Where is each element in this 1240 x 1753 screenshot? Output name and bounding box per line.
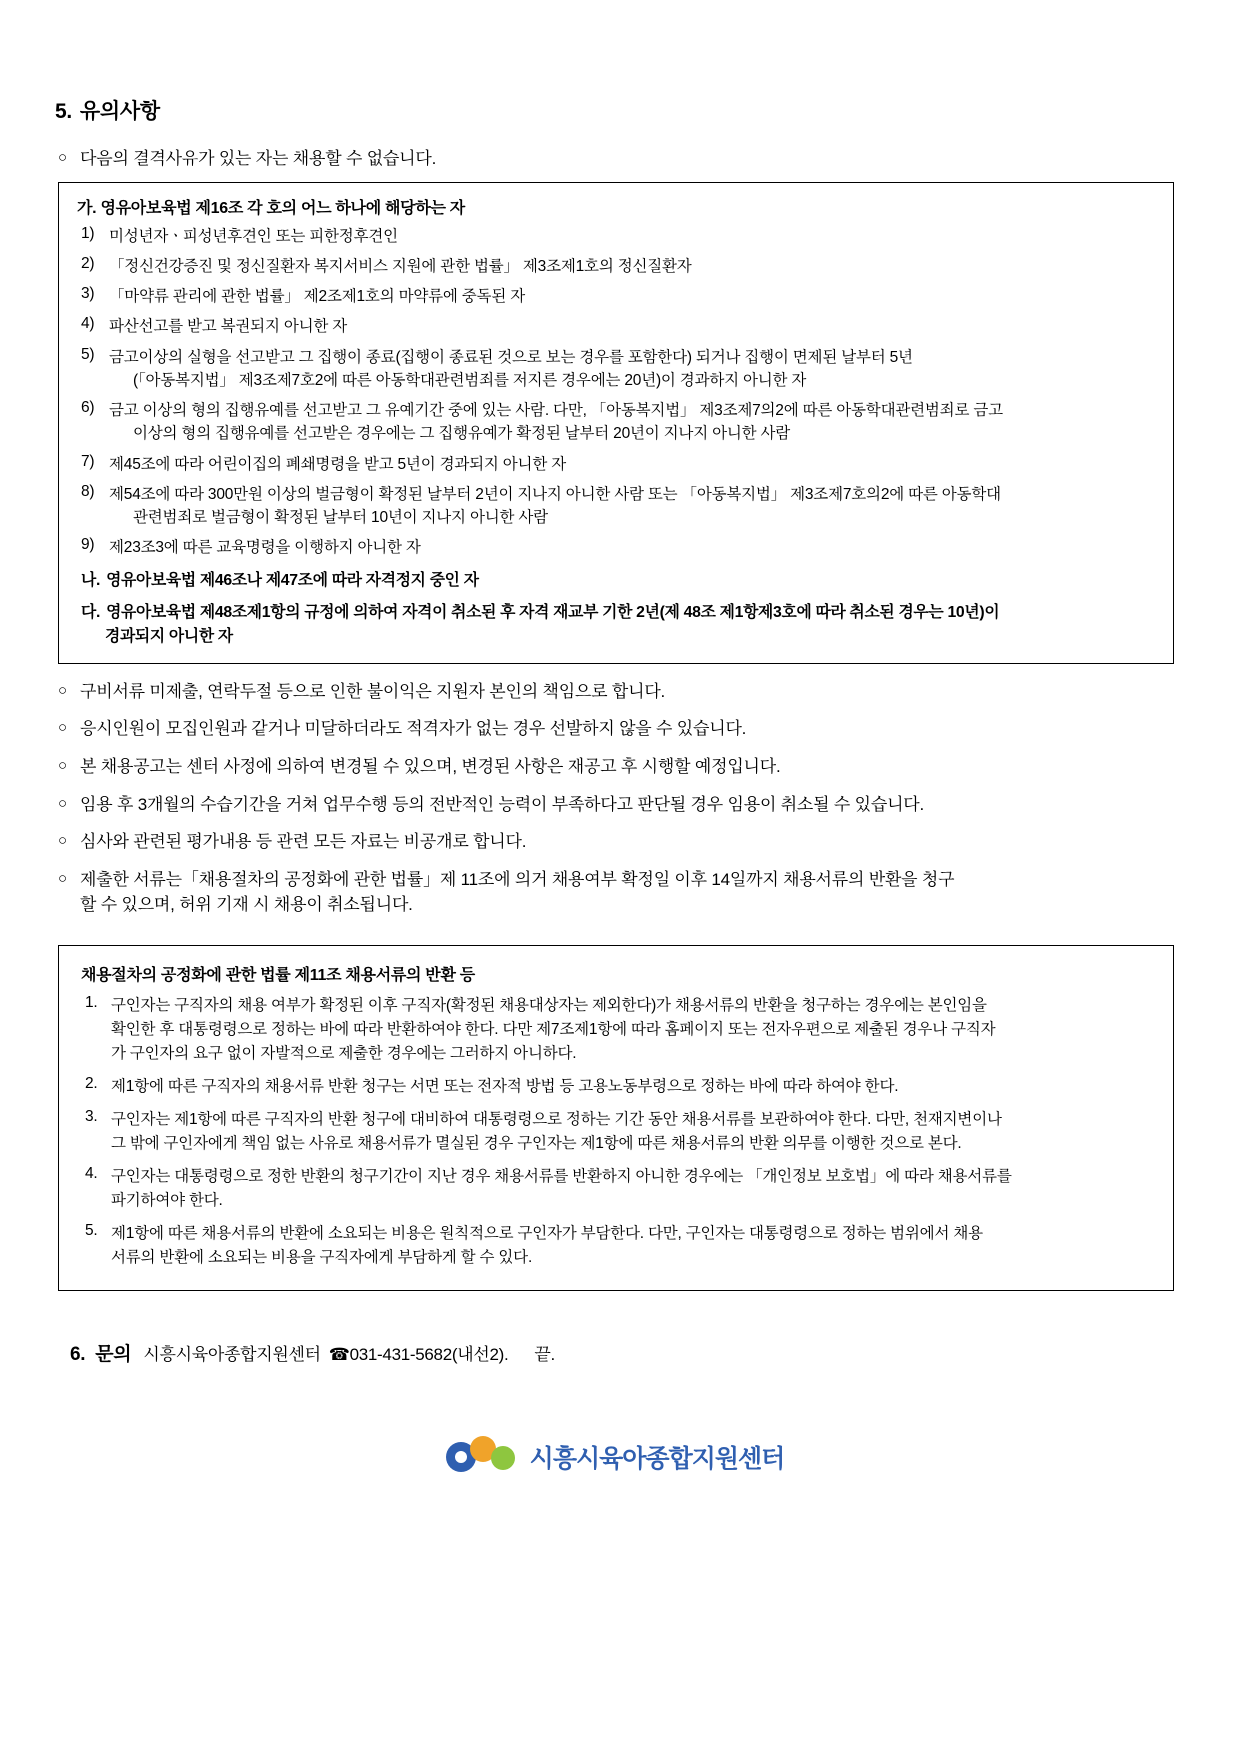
list-item-text — [109, 399, 1003, 446]
phone-icon: ☎ — [328, 1345, 350, 1365]
law-item-text: 제1항에 따른 구직자의 채용서류 반환 청구는 서면 또는 전자적 방법 등 고용노동부령으로 정하는 바에 따라 하여야 한다. — [111, 1078, 899, 1096]
list-item — [73, 453, 1159, 476]
list-item-number: 1) — [81, 224, 95, 242]
document-end-mark: 끝. — [534, 1345, 555, 1365]
law-item-number: 3. — [85, 1108, 98, 1126]
list-item-number: 6) — [81, 399, 95, 417]
circle-bullet-icon: ○ — [58, 149, 67, 166]
circle-bullet-icon: ○ — [58, 794, 67, 812]
disqualification-sub-da — [73, 601, 1159, 648]
circle-bullet-icon: ○ — [58, 719, 67, 737]
sub-na-label: 나. — [81, 571, 101, 589]
list-item-number: 4) — [81, 315, 95, 333]
law-item-number: 4. — [85, 1165, 98, 1183]
note-text-line1: 제출한 서류는「채용절차의 공정화에 관한 법률」제 11조에 의거 채용여부 확정일 이후 14일까지 채용서류의 반환을 청구 — [80, 869, 955, 889]
list-item-number: 7) — [81, 452, 95, 470]
list-item — [73, 346, 1159, 393]
note-text: 응시인원이 모집인원과 같거나 미달하더라도 적격자가 없는 경우 선발하지 않을 수 있습니다. — [80, 719, 747, 739]
law-item-line2: 확인한 후 대통령령으로 정하는 바에 따라 반환하여야 한다. 다만 제7조제1항에 따라 홈페이지 또는 전자우편으로 제출된 경우나 구직자 — [111, 1021, 996, 1039]
law-item-line3: 가 구인자의 요구 없이 자발적으로 제출한 경우에는 그러하지 아니하다. — [111, 1045, 577, 1063]
circle-bullet-icon: ○ — [58, 756, 67, 774]
law-item-number: 5. — [85, 1222, 98, 1240]
list-item-number: 2) — [81, 254, 95, 272]
notes-list — [50, 680, 1180, 917]
disqualification-box — [58, 182, 1174, 664]
note-text: 구비서류 미제출, 연락두절 등으로 인한 불이익은 지원자 본인의 책임으로 합니다. — [80, 681, 666, 701]
section-5-intro — [58, 147, 1180, 172]
section-5-intro-text: 다음의 결격사유가 있는 자는 채용할 수 없습니다. — [80, 149, 437, 168]
note-text — [80, 868, 954, 917]
note-item — [58, 830, 1180, 855]
list-item-text: 「마약류 관리에 관한 법률」 제2조제1호의 마약류에 중독된 자 — [109, 288, 525, 306]
section-5-heading — [55, 95, 1180, 125]
list-item-text — [109, 483, 1001, 530]
circle-bullet-icon: ○ — [58, 681, 67, 699]
law-item-text — [111, 1222, 983, 1270]
circle-bullet-icon: ○ — [58, 869, 67, 887]
disqualification-box-title: 가. 영유아보육법 제16조 각 호의 어느 하나에 해당하는 자 — [77, 199, 465, 217]
law-item — [77, 1108, 1155, 1156]
list-item-text: 미성년자ㆍ피성년후견인 또는 피한정후견인 — [109, 227, 398, 245]
section-6-title: 문의 — [95, 1344, 132, 1366]
law-item — [77, 994, 1155, 1066]
list-item-line2: 관련범죄로 벌금형이 확정된 날부터 10년이 지나지 아니한 사람 — [133, 509, 548, 527]
law-item — [77, 1222, 1155, 1270]
sub-da-label: 다. — [81, 604, 101, 622]
footer-logo — [50, 1432, 1180, 1482]
law-item-line2: 그 밖에 구인자에게 책임 없는 사유로 채용서류가 멸실된 경우 구인자는 제1항에 따른 채용서류의 반환 의무를 이행한 것으로 본다. — [111, 1135, 962, 1153]
list-item-number: 9) — [81, 536, 95, 554]
note-item — [58, 680, 1180, 705]
law-item-text — [111, 1108, 1002, 1156]
law-article-box — [58, 945, 1174, 1291]
law-item-number: 1. — [85, 994, 98, 1012]
law-item-line1: 제1항에 따른 채용서류의 반환에 소요되는 비용은 원칙적으로 구인자가 부담한다. 다만, 구인자는 대통령령으로 정하는 범위에서 채용 — [111, 1225, 983, 1243]
list-item-line1: 제54조에 따라 300만원 이상의 벌금형이 확정된 날부터 2년이 지나지 아니한 사람 또는 「아동복지법」 제3조제7호의2에 따른 아동학대 — [109, 485, 1001, 503]
disqualification-sub-na — [73, 569, 1159, 593]
list-item-line1: 금고 이상의 형의 집행유예를 선고받고 그 유예기간 중에 있는 사람. 다만, 「아동복지법」 제3조제7의2에 따른 아동학대관련범죄로 금고 — [109, 402, 1003, 420]
law-item — [77, 1165, 1155, 1213]
list-item — [73, 483, 1159, 530]
list-item-text: 제23조3에 따른 교육명령을 이행하지 아니한 자 — [109, 539, 421, 557]
sub-da-text: 영유아보육법 제48조제1항의 규정에 의하여 자격이 취소된 후 자격 재교부 기한 2년(제 48조 제1항제3호에 따라 취소된 경우는 10년)이 — [106, 604, 1000, 622]
list-item — [73, 255, 1159, 278]
list-item-number: 3) — [81, 285, 95, 303]
sub-da-text-cont: 경과되지 아니한 자 — [105, 628, 233, 646]
note-text-line2: 할 수 있으며, 허위 기재 시 채용이 취소됩니다. — [80, 894, 413, 914]
section-6-contact — [70, 1339, 1180, 1366]
list-item — [73, 225, 1159, 248]
contact-phone: 031-431-5682(내선2). — [349, 1345, 509, 1365]
list-item — [73, 536, 1159, 559]
list-item-line2: (「아동복지법」 제3조제7호2에 따른 아동학대관련범죄를 저지른 경우에는 20년)이 경과하지 아니한 자 — [133, 371, 807, 389]
law-item-line1: 구인자는 제1항에 따른 구직자의 반환 청구에 대비하여 대통령령으로 정하는 기간 동안 채용서류를 보관하여야 한다. 다만, 천재지변이나 — [111, 1111, 1002, 1129]
section-6-number: 6. — [70, 1344, 86, 1366]
list-item-text: 제45조에 따라 어린이집의 폐쇄명령을 받고 5년이 경과되지 아니한 자 — [109, 455, 566, 473]
law-item-text — [111, 1165, 1012, 1213]
list-item — [73, 399, 1159, 446]
circle-bullet-icon: ○ — [58, 832, 67, 850]
law-item-line1: 구인자는 구직자의 채용 여부가 확정된 이후 구직자(확정된 채용대상자는 제외한다)가 채용서류의 반환을 청구하는 경우에는 본인임을 — [111, 997, 987, 1015]
center-logo-icon — [446, 1432, 520, 1482]
logo-text: 시흥시육아종합지원센터 — [529, 1445, 785, 1474]
note-item — [58, 793, 1180, 818]
section-5-title: 유의사항 — [79, 100, 160, 123]
note-text: 임용 후 3개월의 수습기간을 거쳐 업무수행 등의 전반적인 능력이 부족하다고 판단될 경우 임용이 취소될 수 있습니다. — [80, 794, 925, 814]
law-item-text — [111, 994, 995, 1066]
list-item-number: 5) — [81, 345, 95, 363]
section-5-number: 5. — [55, 100, 72, 123]
list-item — [73, 315, 1159, 338]
list-item-line1: 금고이상의 실형을 선고받고 그 집행이 종료(집행이 종료된 것으로 보는 경우를 포함한다) 되거나 집행이 면제된 날부터 5년 — [109, 348, 913, 366]
list-item — [73, 285, 1159, 308]
list-item-text: 파산선고를 받고 복권되지 아니한 자 — [109, 318, 348, 336]
list-item-text — [109, 346, 913, 393]
note-text: 본 채용공고는 센터 사정에 의하여 변경될 수 있으며, 변경된 사항은 재공고 후 시행할 예정입니다. — [80, 756, 781, 776]
contact-org: 시흥시육아종합지원센터 — [143, 1345, 321, 1365]
law-item-line2: 파기하여야 한다. — [111, 1192, 223, 1210]
law-item-number: 2. — [85, 1075, 98, 1093]
note-item — [58, 717, 1180, 742]
note-text: 심사와 관련된 평가내용 등 관련 모든 자료는 비공개로 합니다. — [80, 832, 527, 852]
list-item-line2: 이상의 형의 집행유예를 선고받은 경우에는 그 집행유예가 확정된 날부터 20년이 지나지 아니한 사람 — [133, 425, 791, 443]
list-item-text: 「정신건강증진 및 정신질환자 복지서비스 지원에 관한 법률」 제3조제1호의 정신질환자 — [109, 257, 692, 275]
note-item — [58, 755, 1180, 780]
note-item — [58, 868, 1180, 917]
law-item-line1: 구인자는 대통령령으로 정한 반환의 청구기간이 지난 경우 채용서류를 반환하지 아니한 경우에는 「개인정보 보호법」에 따라 채용서류를 — [111, 1168, 1012, 1186]
sub-na-text: 영유아보육법 제46조나 제47조에 따라 자격정지 중인 자 — [106, 571, 479, 589]
law-item-line2: 서류의 반환에 소요되는 비용을 구직자에게 부담하게 할 수 있다. — [111, 1249, 533, 1267]
law-item — [77, 1075, 1155, 1099]
law-article-title: 채용절차의 공정화에 관한 법률 제11조 채용서류의 반환 등 — [81, 967, 475, 985]
list-item-number: 8) — [81, 482, 95, 500]
